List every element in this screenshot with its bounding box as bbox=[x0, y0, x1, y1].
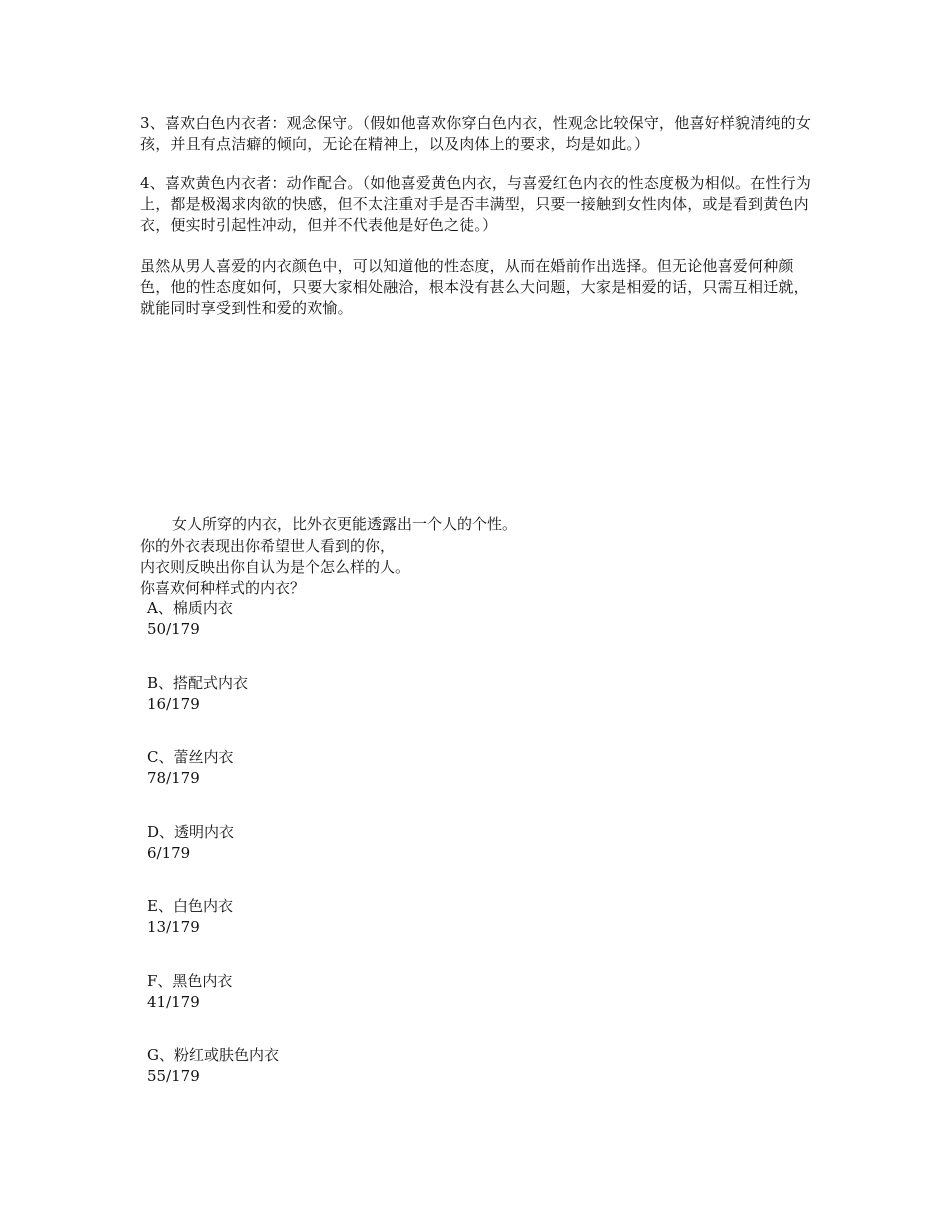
survey-option-b bbox=[147, 673, 248, 715]
survey-option-f bbox=[147, 971, 232, 1013]
option-label: F、黑色内衣 bbox=[147, 972, 233, 990]
survey-option-c bbox=[147, 747, 233, 789]
option-label: B、搭配式内衣 bbox=[147, 674, 249, 692]
survey-question: 你喜欢何种样式的内衣？ bbox=[140, 579, 306, 597]
option-label: C、蕾丝内衣 bbox=[147, 748, 234, 766]
option-label: G、粉红或肤色内衣 bbox=[147, 1046, 279, 1064]
option-label: E、白色内衣 bbox=[147, 897, 233, 915]
paragraph-yellow-underwear: 4、喜欢黄色内衣者：动作配合。（如他喜爱黄色内衣，与喜爱红色内衣的性态度极为相似。在性行为上，都是极渴求肉欲的快感，但不太注重对手是否丰满型，只要一接触到女性肉体，或是看到黄色内衣，便实时引起性冲动，但并不代表他是好色之徒。） bbox=[140, 174, 812, 234]
option-vote-count: 41/179 bbox=[147, 993, 200, 1011]
option-vote-count: 13/179 bbox=[147, 918, 200, 936]
option-vote-count: 50/179 bbox=[147, 620, 200, 638]
survey-line-outerwear: 你的外衣表现出你希望世人看到的你， bbox=[140, 537, 396, 555]
survey-option-g bbox=[147, 1045, 279, 1087]
survey-option-a bbox=[147, 598, 233, 640]
survey-line-underwear: 内衣则反映出你自认为是个怎么样的人。 bbox=[140, 558, 411, 576]
paragraph-white-underwear: 3、喜欢白色内衣者：观念保守。（假如他喜欢你穿白色内衣，性观念比较保守，他喜好样貌清纯的女孩，并且有点洁癖的倾向，无论在精神上，以及肉体上的要求，均是如此。） bbox=[140, 114, 812, 153]
option-vote-count: 78/179 bbox=[147, 769, 200, 787]
option-vote-count: 16/179 bbox=[147, 695, 200, 713]
option-vote-count: 6/179 bbox=[147, 844, 191, 862]
option-vote-count: 55/179 bbox=[147, 1067, 200, 1085]
option-label: A、棉质内衣 bbox=[147, 599, 233, 617]
survey-intro: 女人所穿的内衣，比外衣更能透露出一个人的个性。 bbox=[172, 515, 518, 533]
survey-option-d bbox=[147, 822, 234, 864]
option-label: D、透明内衣 bbox=[147, 823, 235, 841]
survey-option-e bbox=[147, 896, 233, 938]
paragraph-conclusion: 虽然从男人喜爱的内衣颜色中，可以知道他的性态度，从而在婚前作出选择。但无论他喜爱何种颜色，他的性态度如何，只要大家相处融洽，根本没有甚么大问题，大家是相爱的话，只需互相迁就，就能同时享受到性和爱的欢愉。 bbox=[140, 257, 809, 317]
